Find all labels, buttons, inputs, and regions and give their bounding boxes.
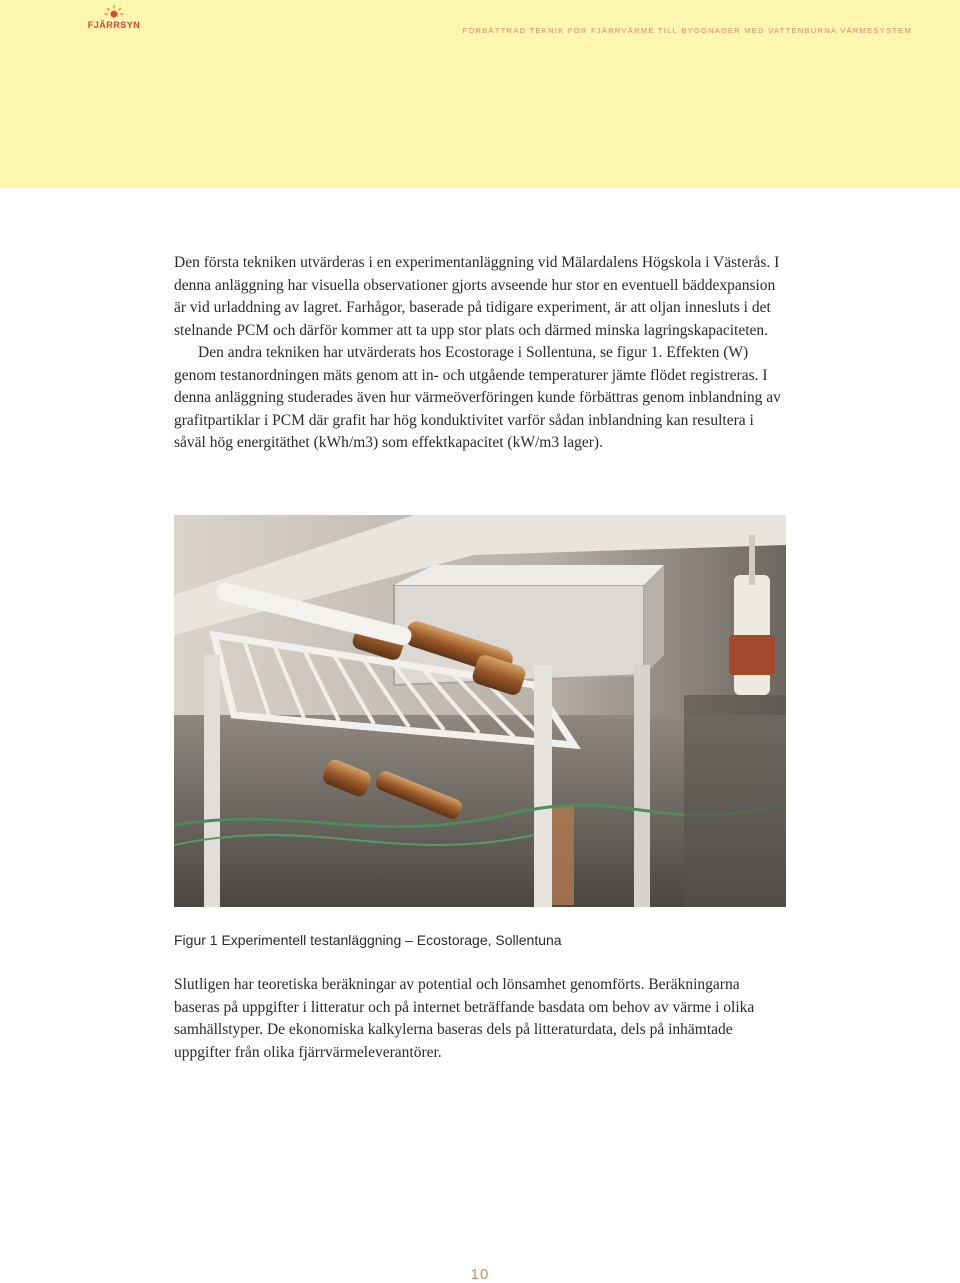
paragraph-2: Den andra tekniken har utvärderats hos Ecostorage i Sollentuna, se figur 1. Effekten (W) genom testanordningen mäts genom att in- och utgående temperaturer jämte flödet registreras. I denna anläggning studerades även hur värmeöverföringen kunde förbättras genom inblandning av grafitpartiklar i PCM där grafit har hög konduktivitet varför sådan inblandning kan resultera i såväl hög energitäthet (kWh/m3) som effektkapacitet (kW/m3 lager). [174,344,781,451]
page-number: 10 [470,1266,490,1283]
sun-icon [104,4,124,18]
paragraph-3: Slutligen har teoretiska beräkningar av potential och lönsamhet genomförts. Beräkningarna baseras på uppgifter i litteratur och på internet beträffande basdata om behov av värme i olika samhällstyper. De ekonomiska kalkylerna baseras dels på litteraturdata, dels på inhämtade uppgifter från olika fjärrvärmeleverantörer. [174,976,755,1061]
paragraph-1: Den första tekniken utvärderas i en experimentanläggning vid Mälardalens Högskola i Västerås. I denna anläggning har visuella observationer gjorts avseende hur stor en eventuell bäddexpansion är vid urladdning av lagret. Farhågor, baserade på tidigare experiment, är att oljan innesluts i det stelnande PCM och därför kommer att ta upp stor plats och därmed minska lagringskapaciteten. [174,254,780,339]
figure-photo [174,515,786,907]
logo-text: FJÄRRSYN [87,20,141,30]
figure-caption: Figur 1 Experimentell testanläggning – Ecostorage, Sollentuna [174,932,562,948]
intro-text [174,252,786,455]
running-head: FÖRBÄTTRAD TEKNIK FÖR FJÄRRVÄRME TILL BYGGNADER MED VATTENBURNA VÄRMESYSTEM [462,26,912,35]
fjarrsyn-logo [86,4,146,34]
test-rig-photo [174,515,786,907]
closing-text [174,974,786,1064]
